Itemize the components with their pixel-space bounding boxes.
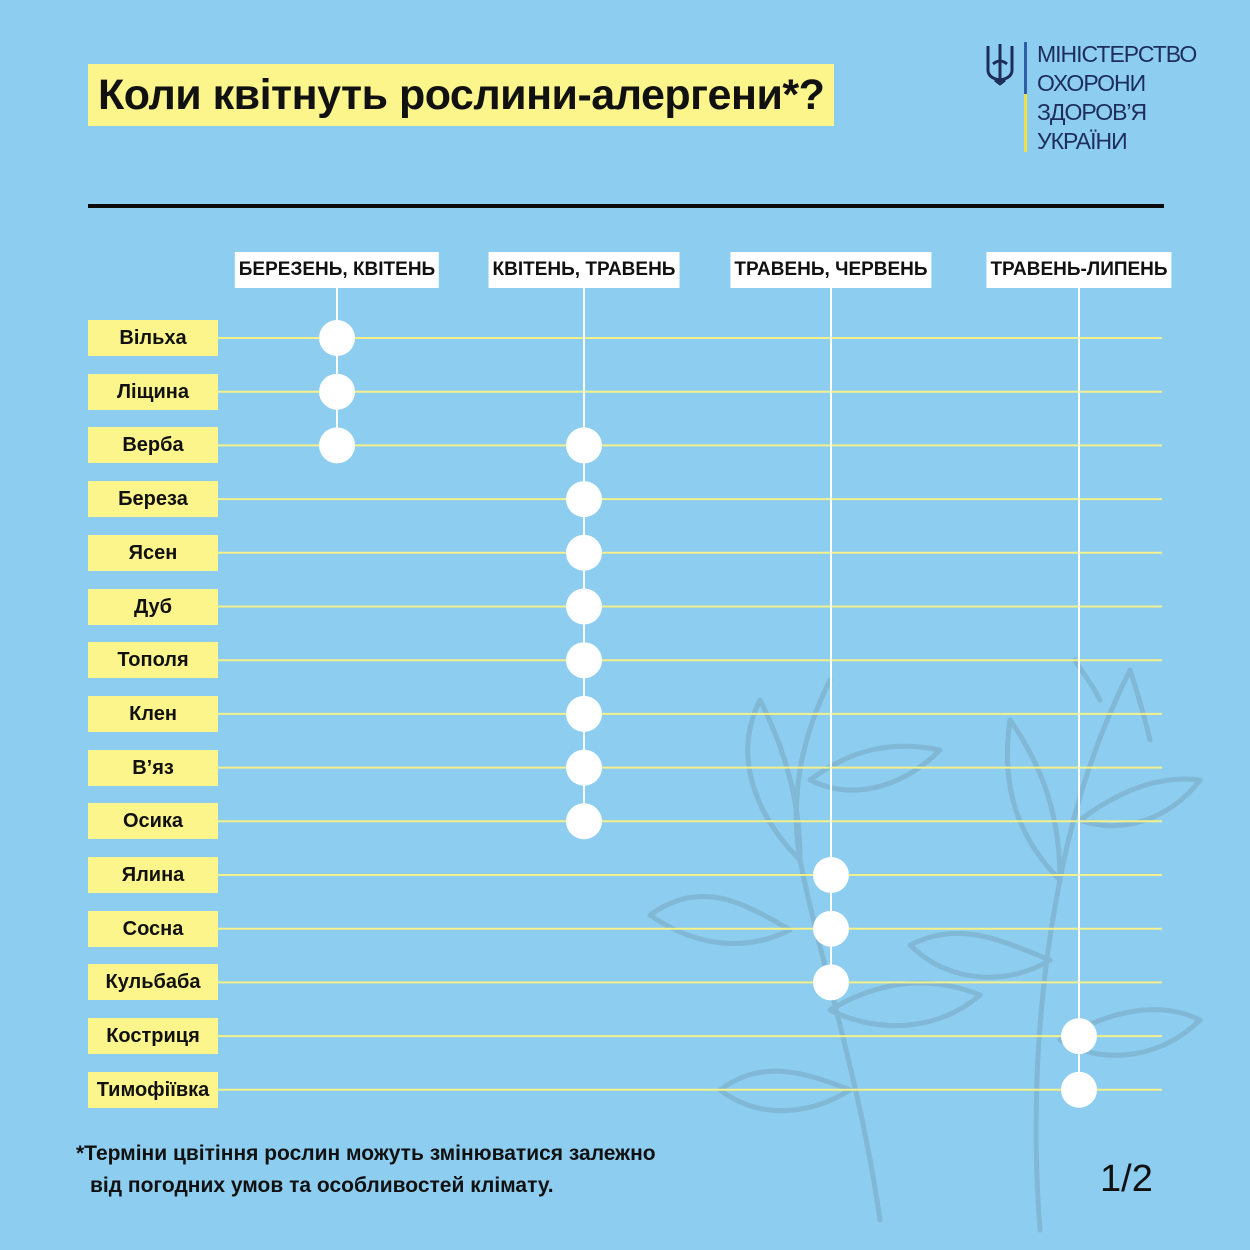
plant-label: Костриця <box>88 1018 218 1054</box>
bloom-marker <box>813 964 849 1000</box>
column-label: ТРАВЕНЬ-ЛИПЕНЬ <box>986 252 1171 288</box>
plant-label: Дуб <box>88 589 218 625</box>
plant-label: Сосна <box>88 911 218 947</box>
column-label: ТРАВЕНЬ, ЧЕРВЕНЬ <box>730 252 931 288</box>
plant-label: Клен <box>88 696 218 732</box>
footnote-line: *Терміни цвітіння рослин можуть змінюватися залежно <box>76 1142 656 1165</box>
plant-label: Тимофіївка <box>88 1072 218 1108</box>
plant-label: Ялина <box>88 857 218 893</box>
bloom-marker <box>566 696 602 732</box>
bloom-marker <box>1061 1072 1097 1108</box>
bloom-marker <box>566 481 602 517</box>
page-number: 1/2 <box>1100 1158 1153 1200</box>
bloom-marker <box>566 750 602 786</box>
plant-label: Верба <box>88 427 218 463</box>
plant-label: Береза <box>88 481 218 517</box>
plant-label: Ліщина <box>88 374 218 410</box>
bloom-marker <box>566 803 602 839</box>
plant-label: Тополя <box>88 642 218 678</box>
bloom-marker <box>566 535 602 571</box>
logo-line: ОХОРОНИ <box>1037 70 1146 96</box>
bloom-marker <box>813 857 849 893</box>
bloom-marker <box>319 320 355 356</box>
bloom-marker <box>566 427 602 463</box>
footnote-line: від погодних умов та особливостей клімату. <box>90 1174 554 1197</box>
bloom-marker <box>1061 1018 1097 1054</box>
logo-line: УКРАЇНИ <box>1037 128 1127 154</box>
bloom-marker <box>319 427 355 463</box>
plant-label: Осика <box>88 803 218 839</box>
logo-line: МІНІСТЕРСТВО <box>1037 41 1197 67</box>
bloom-marker <box>566 589 602 625</box>
page-title: Коли квітнуть рослини-алергени*? <box>88 64 834 126</box>
bloom-marker <box>319 374 355 410</box>
plant-label: Вільха <box>88 320 218 356</box>
plant-label: Ясен <box>88 535 218 571</box>
column-label: БЕРЕЗЕНЬ, КВІТЕНЬ <box>235 252 439 288</box>
bloom-marker <box>813 911 849 947</box>
plant-label: В’яз <box>88 750 218 786</box>
footnote <box>76 1138 756 1202</box>
logo-line: ЗДОРОВ’Я <box>1037 99 1147 125</box>
plant-label: Кульбаба <box>88 964 218 1000</box>
bloom-marker <box>566 642 602 678</box>
column-label: КВІТЕНЬ, ТРАВЕНЬ <box>489 252 680 288</box>
